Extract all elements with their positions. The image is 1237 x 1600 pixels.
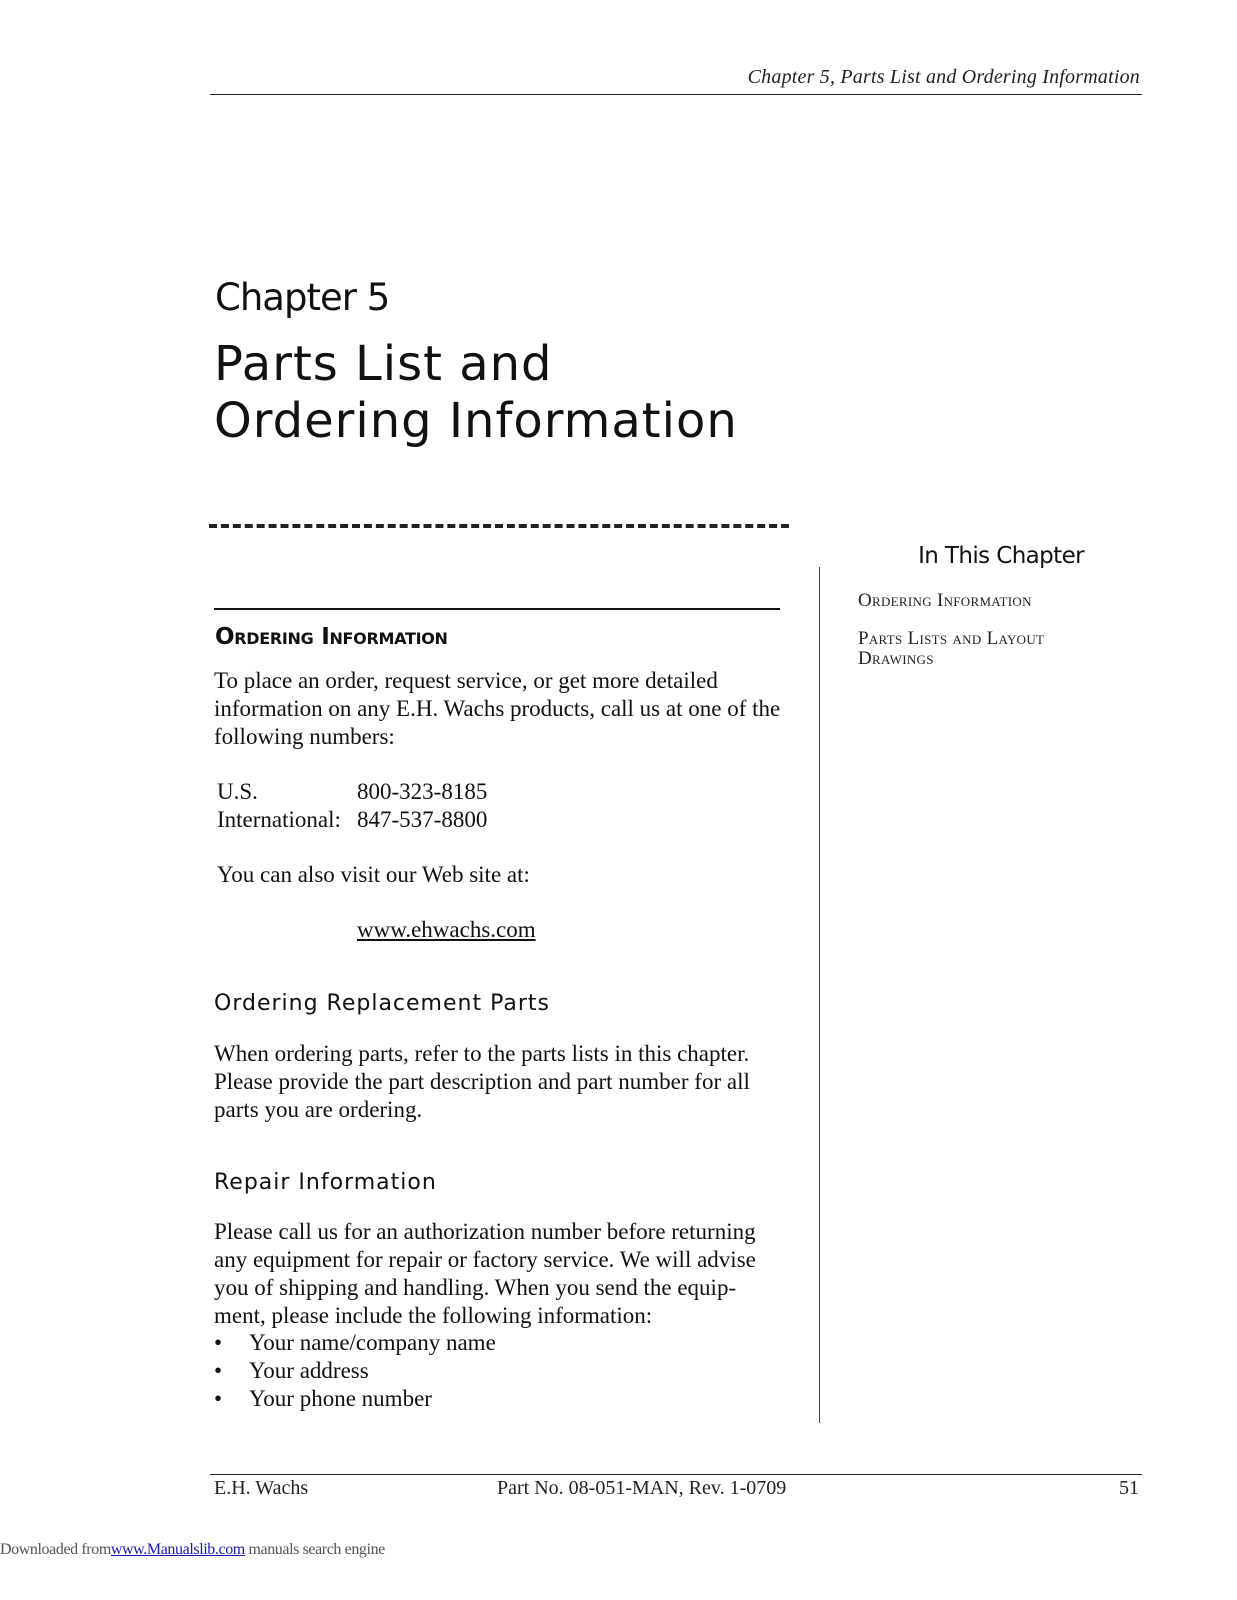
dotted-divider xyxy=(209,524,789,528)
phone-table xyxy=(217,778,487,834)
ordering-intro: To place an order, request service, or get more detailed information on any E.H. Wachs products, call us at one of the following numbers: xyxy=(214,668,781,749)
download-note xyxy=(0,1541,385,1559)
replacement-body: When ordering parts, refer to the parts lists in this chapter. Please provide the part description and part number for all parts you are ordering. xyxy=(214,1041,750,1122)
sidebar-heading: In This Chapter xyxy=(918,543,1084,569)
chapter-title-line-1: Parts List and xyxy=(214,336,553,392)
phone-label: U.S. xyxy=(217,779,258,804)
section-heading-ordering: Ordering Information xyxy=(215,624,448,650)
web-prompt: You can also visit our Web site at: xyxy=(217,862,530,887)
chapter-label: Chapter 5 xyxy=(215,276,390,319)
footer-part-number: Part No. 08-051-MAN, Rev. 1-0709 xyxy=(497,1477,787,1499)
bullet-mark: • xyxy=(214,1386,223,1411)
sidebar-item-parts-lists: Parts Lists and Layout Drawings xyxy=(858,628,1045,669)
footer-rule xyxy=(210,1474,1142,1475)
phone-label: International: xyxy=(217,807,341,832)
repair-body: Please call us for an authorization number before returning any equipment for repair or factory service. We will advise you of shipping and handling. When you send the equip- ment, please include the following information: xyxy=(214,1219,756,1328)
list-item-text: Your name/company name xyxy=(249,1330,496,1355)
phone-number: 800-323-8185 xyxy=(357,779,488,804)
page-number: 51 xyxy=(1119,1477,1139,1499)
list-item xyxy=(214,1385,496,1413)
header-rule xyxy=(210,94,1142,95)
website-link[interactable]: www.ehwachs.com xyxy=(357,917,536,942)
list-item-text: Your phone number xyxy=(249,1386,432,1411)
sidebar-contents xyxy=(858,591,1118,687)
bullet-mark: • xyxy=(214,1330,223,1355)
chapter-title-line-2: Ordering Information xyxy=(214,393,738,449)
download-note-suffix: manuals search engine xyxy=(244,1541,385,1558)
subheading-replacement-parts: Ordering Replacement Parts xyxy=(214,991,550,1016)
running-header: Chapter 5, Parts List and Ordering Information xyxy=(747,66,1140,88)
list-item xyxy=(214,1357,496,1385)
footer-company: E.H. Wachs xyxy=(214,1477,309,1499)
subheading-repair-information: Repair Information xyxy=(214,1170,437,1195)
phone-number: 847-537-8800 xyxy=(357,807,488,832)
repair-bullet-list xyxy=(214,1329,496,1413)
phone-row-international xyxy=(217,806,487,834)
manualslib-link[interactable]: www.Manualslib.com xyxy=(110,1541,245,1558)
download-note-prefix: Downloaded from xyxy=(0,1541,111,1558)
bullet-mark: • xyxy=(214,1358,223,1383)
sidebar-item-ordering-information: Ordering Information xyxy=(858,590,1032,611)
section-rule xyxy=(214,608,780,610)
list-item-text: Your address xyxy=(249,1358,369,1383)
list-item xyxy=(214,1329,496,1357)
phone-row-us xyxy=(217,778,487,806)
sidebar-divider xyxy=(819,567,820,1423)
chapter-title xyxy=(214,336,738,450)
